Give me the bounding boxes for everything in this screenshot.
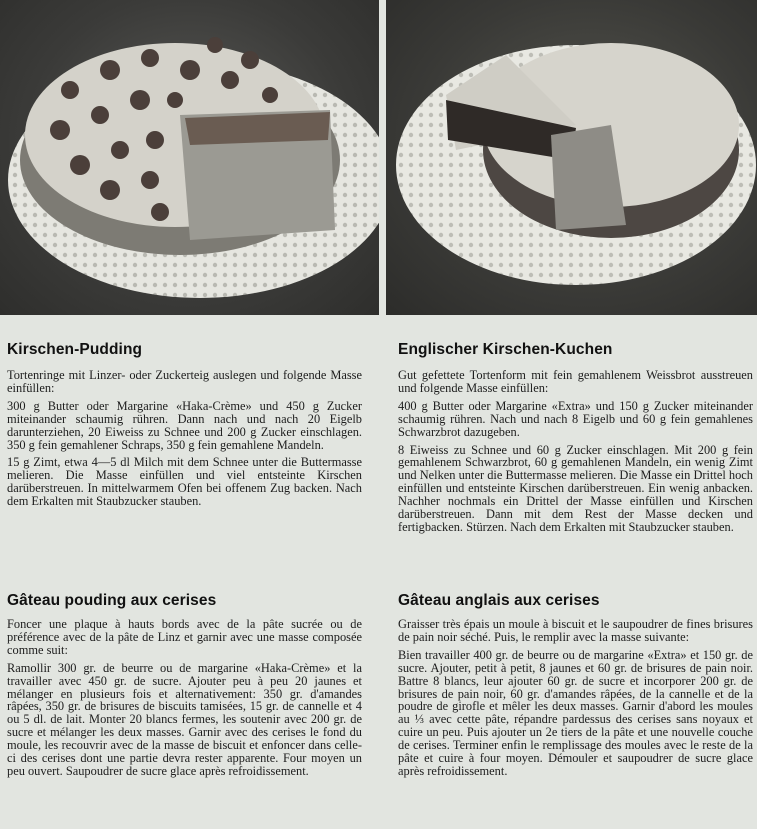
recipe-paragraph: 15 g Zimt, etwa 4—5 dl Milch mit dem Schnee unter die Buttermasse melieren. Die Masse einfüllen und viel entsteinte Kirschen darüberstreuen. In mittelwarmem Ofen bei offenem Zug backen. Nach dem Erkalten mit Staubzucker stauben. <box>7 455 362 509</box>
english-cherry-cake-photo <box>386 0 757 315</box>
english-cherry-cake-photo-icon <box>386 0 757 315</box>
recipe-paragraph: Gut gefettete Tortenform mit fein gemahlenem Weissbrot ausstreuen und folgende Masse einfüllen: <box>398 368 753 395</box>
recipe-paragraph: 300 g Butter oder Margarine «Haka-Crème» und 450 g Zucker miteinander schaumig rühren. Dann nach und nach 20 Eigelb darunterziehen, 20 Eiweiss zu Schnee und 200 g Zucker einschlagen. 350 g fein gemahlener Schraps, 350 g fein gemahlene Mandeln. <box>7 398 362 452</box>
recipe-title: Kirschen-Pudding <box>7 341 143 358</box>
recipe-paragraph: Bien travailler 400 gr. de beurre ou de margarine «Extra» et 150 gr. de sucre. Ajouter, petit à petit, 8 jaunes et 60 gr. de brisures de pain noir. Battre 8 blancs, leur ajouter 60 gr. de sucre et incorporer 200 gr. de brisures de pain noir, 60 gr. d'amandes râpées, de la cannelle et de la poudre de girofle et mêler les deux masses. Garnir d'abord les moules au ⅓ avec cette pâte, répandre pardessus des cerises sans noyaux et cuire un peu. Puis ajouter un 2e tiers de la pâte et une nouvelle couche de cerises. Terminer enfin le remplissage des moules avec le reste de la pâte et cuire à four moyen. Démouler et saupoudrer de sucre glace après refroidissement. <box>398 647 753 778</box>
recipe-paragraph: Foncer une plaque à hauts bords avec de la pâte sucrée ou de préférence avec de la pâte de Linz et garnir avec une masse composée comme suit: <box>7 617 362 657</box>
recipe-paragraph: Graisser très épais un moule à biscuit et le saupoudrer de fines brisures de pain noir séché. Puis, le remplir avec la masse suivante: <box>398 617 753 644</box>
cherry-pudding-photo <box>0 0 379 315</box>
recipe-title: Gâteau anglais aux cerises <box>398 592 600 609</box>
recipe-paragraph: 400 g Butter oder Margarine «Extra» und 150 g Zucker miteinander schaumig rühren. Nach und nach 8 Eigelb und 60 g fein gemahlenes Schwarzbrot dazugeben. <box>398 398 753 439</box>
recipe-paragraph: Ramollir 300 gr. de beurre ou de margarine «Haka-Crème» et la travailler avec 450 gr. de sucre. Ajouter peu à peu 20 jaunes et mélanger en plusieurs fois et alternativement: 350 gr. d'amandes râpées, 350 gr. de brisures de biscuits tamisées, 15 gr. de cannelle et 4 ou 5 dl. de lait. Monter 20 blancs fermes, les soutenir avec 200 gr. de sucre et mélanger les deux masses. Garnir avec des cerises le fond du moule, les recouvrir avec de la masse de biscuit et enfoncer dans celle-ci des cerises dont une partie devra rester apparente. Four moyen un peu ouvert. Saupoudrer de sucre glace après refroidissement. <box>7 660 362 778</box>
recipe-paragraph: 8 Eiweiss zu Schnee und 60 g Zucker einschlagen. Mit 200 g fein gemahlenem Schwarzbrot, 60 g gemahlenen Mandeln, ein wenig Zimt und Nelken unter die Buttermasse melieren. Die Masse ein Drittel hoch einfüllen und entsteinte Kirschen darüberstreuen. Ein wenig anbacken. Nachher nochmals ein Drittel der Masse einfüllen und Kirschen darüberstreuen. Dann mit dem Rest der Masse decken und fertigbacken. Stürzen. Nach dem Erkalten mit Staubzucker stauben. <box>398 442 753 534</box>
recipe-title: Gâteau pouding aux cerises <box>7 592 217 609</box>
recipe-title: Englischer Kirschen-Kuchen <box>398 341 613 358</box>
recipe-gateau-pouding-aux-cerises <box>7 592 362 783</box>
cherry-pudding-cake-photo-icon <box>0 0 379 315</box>
recipe-englischer-kirschen-kuchen <box>398 341 753 539</box>
recipe-kirschen-pudding <box>7 341 362 513</box>
recipe-gateau-anglais-aux-cerises <box>398 592 753 783</box>
recipe-paragraph: Tortenringe mit Linzer- oder Zuckerteig auslegen und folgende Masse einfüllen: <box>7 368 362 395</box>
